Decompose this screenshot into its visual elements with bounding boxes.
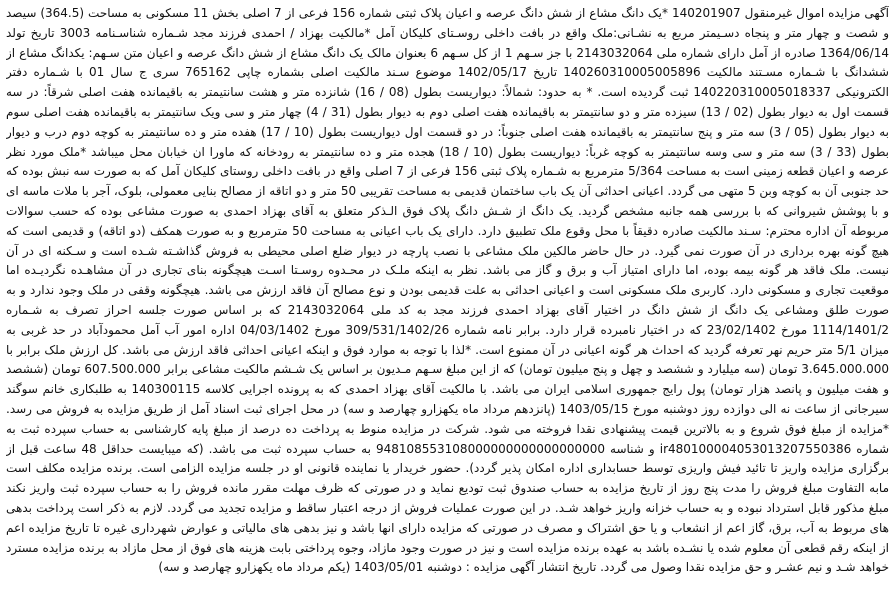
notice-text: آگهی مزایده اموال غیرمنقول 140201907 *یک دانگ مشاع از شش دانگ عرصه و اعیان پلاک ثبتی شماره 156 فرعی از 7 اصلی بخش 11 مسکونی به مساحت (364.5) سیصد و شصت و چهار متر و پنجاه دسـیمتر مربع به نشـانی:ملک واقع در بافت داخلی روسـتای کلیکان آمل *مالکیت بهزاد / احمدی فرزند مجد شـماره شناسـنامه 3003 تاریخ تولد 1364/06/14 صادره از آمل دارای شماره ملی 2143032064 با جز سـهم 1 از کل سـهم 6 بعنوان مالک یک دانگ مشاع از شش دانگ عرصه و اعیان متن سـهم: یکدانگ مشاع از ششدانگ با شـماره مسـتند مالکیت 140260310005005896 تاریخ 1402/05/17 موضوع سـند مالکیت اصلی بشماره چاپی 765162 سری ج سال 01 با شـماره دفتر الکترونیکی 140220310005018337 ثبت گردیده است. * به حدود: شمالاً: دیواریست بطول (08 / 16) شانزده متر و هشت سانتیمتر به باقیمانده هفت اصلی شرقاً: در سه قسمت اول به دیوار بطول (02 / 13) سیزده متر و دو سانتیمتر به باقیمانده هفت اصلی دوم به دیوار بطول (31 / 4) چهار متر و سی ویک سانتیمتر به باقیمانده هفت اصلی سوم به دیوار بطول (05 / 3) سه متر و پنج سانتیمتر به باقیمانده هفت اصلی جنوباً: در دو قسمت اول دیواریست بطول (10 / 17) هفده متر و ده سانتیمتر به کوچه دوم درب و دیوار بطول (33 / 3) سه متر و سی وسه سانتیمتر به کوچه غرباً: دیواریست بطول (10 / 18) هجده متر و ده سانتیمتر به رودخانه که ماورا ان خیابان محل میباشد *ملک مورد نظر عرصه و اعیان قطعه زمینی است به مساحت 5/364 مترمربع به شـماره پلاک ثبتی 156 فرعی از 7 اصلی واقع در بافت داخلی روستای کلیکان آمل که به صورت سه نبش بوده که حد جنوبی آن به کوچه وبن 5 متهی می گردد. اعیانی احداثی آن یک باب ساختمان قدیمی به مساحت تقریبی 50 متر و دو اتاقه از مصالح بنایی معمولی، بلوک، آجر با ملات ماسه ای و با پوشش شیروانی که با بررسی همه جانبه مشخص گردید. یک دانگ از شـش دانگ پلاک فوق الـذکر متعلق به آقای بهزاد احمدی به صورت مشاعی بوده که حسب سوالات مربوطه آن اداره محترم: سـند مالکیت صادره دقیقاً با محل وقوع ملک تطبیق دارد. دارای یک باب اعیانی به مساحت 50 مترمربع و به صورت همکف (دو اتاقه) و قدیمی است که هیچ گونه بهره برداری در آن صورت نمی گیرد. در حال حاضر مالکین ملک مشاعی با نصب پارچه در دیوار ضلع اصلی محیطی به فروش گذاشـته شـده است و سـکنه ای در آن نیست. ملک فاقد هر گونه بیمه بوده، اما دارای امتیاز آب و برق و گاز می باشد. نظر به اینکه ملـک در محـدوه روسـتا اسـت هیچگونه بنای تجاری در آن مشاهـده نگردیـده اما موقعیت تجاری و مسکونی دارد. کاربری ملک مسکونی است و اعیانی احداثی به علت قدیمی بودن و نوع مصالح آن فاقد ارزش می باشد. هیچگونه وقفی در ملک وجود ندارد و به صورت طلق ومشاعی یک دانگ از شش دانگ در اختیار آقای بهزاد احمدی فرزند مجد به کد ملی 2143032064 که بر اساس صورت جلسه احراز تصرف به شـماره 1114/1401/2 مورخ 23/02/1402 که در اختیار نامبرده قرار دارد. برابر نامه شماره 309/531/1402/26 مورخ 04/03/1402 اداره امور آب آمل محمودآباد در حد غربی به میزان 5/1 متر حریم نهر تعرفه گردید که احداث هر گونه اعیانی در آن ممنوع است. *لذا با توجه به موارد فوق و اینکه اعیانی احداثی فاقد ارزش می باشد. کل ارزش ملک برابر با 3.645.000.000 تومان (سه میلیارد و ششصد و چهل و پنج میلیون تومان) که از این مبلغ سـهم مـدیون بر اساس یک شـشم مالکیت مشاعی برابر 607.500.000 تومان (ششصد و هفت میلیون و پانصد هزار تومان) پول رایج جمهوری اسلامی ایران می باشد. با مالکیت آقای بهزاد احمدی که به پرونده اجرایی کلاسه 140300115 به طلبکاری خانم سوگند سیرجانی از ساعت نه الی دوازده روز دوشنبه مورخ 1403/05/15 (پانزدهم مرداد ماه یکهزارو چهارصد و سه) در محل اجرای ثبت اسناد آمل از طریق مزایده به فروش می رسد. *مزایده از مبلغ فوق شروع و به بالاترین قیمت پیشنهادی نقدا فروخته می شود. شرکت در مزایده منوط به پرداخت ده درصد از مبلغ پایه کارشناسی به حساب سپرده ثبت به شماره ir480100004053013207550386 و شناسه 948108553108000000000000000000 به حساب سپرده ثبت می باشد. (که میبایست حداقل 48 ساعت قبل از برگزاری مزایده واریز تا تائید فیش واریزی توسط حسابداری اداره امکان پذیر گردد). حضور خریدار یا نماینده قانونی او در جلسه مزایده الزامی است. برنده مزایده مکلف است مابه التفاوت مبلغ فروش را مدت پنج روز از تاریخ مزایده به حساب صندوق ثبت تودیع نماید و در صورتی که ظرف مهلت مقرر مانده فروش را به حساب سپرده ثبت واریز نکند مبلغ مذکور قابل استرداد نبوده و به حساب خزانه واریز خواهد شـد. در این صورت عملیات فروش از درجه اعتبار ساقط و مزایده تجدید می گردد. لازم به ذکر است پرداخت بدهی های مربوط به آب، برق، گاز اعم از انشعاب و یا حق اشتراک و مصرف در صورتی که مزایده دارای انها باشد و نیز بدهی های مالیاتی و عوارض شهرداری غیره تا تاریخ مزایده اعم از اینکه رقم قطعی آن معلوم شده یا نشـده باشد به عهده برنده مزایده است و نیز در صورت وجود مازاد، وجوه پرداختی بابت هزینه های فوق از محل مازاد به برنده مزایده مسترد خواهد شـد و نیم عشـر و حق مزایده نقدا وصول می گردد. تاریخ انتشار آگهی مزایده : دوشنبه 1403/05/01 (یکم مرداد ماه یکهزارو چهارصد و سه) [6,6,889,575]
auction-notice [6,4,889,587]
